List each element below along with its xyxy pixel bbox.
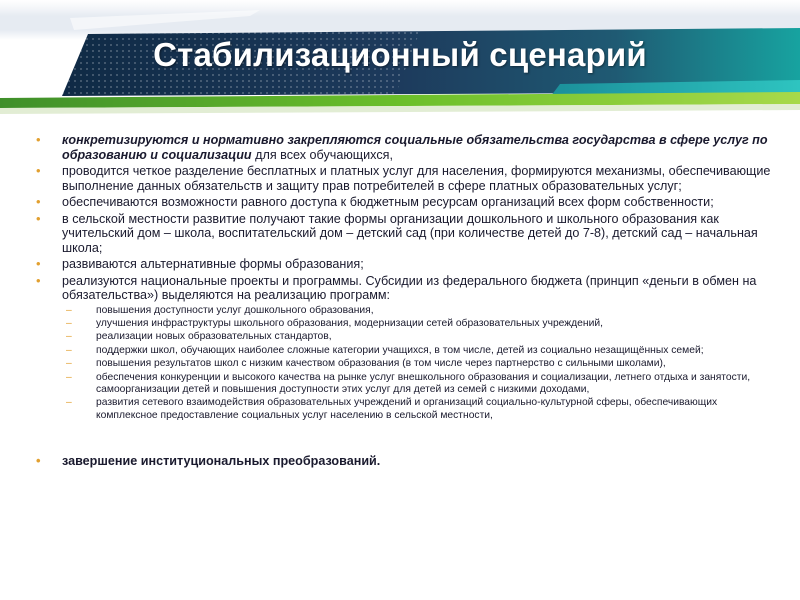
sub-bullet-item: – повышения результатов школ с низким качеством образования (в том числе через партнерство с сильными школами), xyxy=(34,358,780,370)
bullet-text: для всех обучающихся, xyxy=(251,147,393,162)
title-banner xyxy=(0,0,800,118)
bullet-emphasis: конкретизируются и нормативно закрепляются социальные обязательства государства в сфере услуг по образованию и социализации xyxy=(62,133,768,162)
sub-bullet-item: – реализации новых образовательных стандартов, xyxy=(34,331,780,343)
banner-light-streak xyxy=(70,10,260,30)
spacer xyxy=(34,423,780,454)
bullet-text: реализуются национальные проекты и программы. Субсидии из федерального бюджета (принцип «деньги в обмен на обязательства») выделяются на реализацию программ: xyxy=(62,273,757,302)
bullet-item xyxy=(34,257,780,272)
slide-title: Стабилизационный сценарий xyxy=(153,36,647,73)
bullet-text: обеспечиваются возможности равного доступа к бюджетным ресурсам организаций всех форм собственности; xyxy=(62,195,714,209)
bullet-item xyxy=(34,212,780,256)
bullet-text: в сельской местности развитие получают такие формы организации дошкольного и школьного образования как учительский дом – школа, воспитательский дом – детский сад (при количестве детей до 7-8), детский сад – начальная школа; xyxy=(62,211,758,255)
bullet-item xyxy=(34,133,780,162)
final-bullet-item: • завершение институциональных преобразований. xyxy=(34,454,780,469)
bullet-text: проводится четкое разделение бесплатных и платных услуг для населения, формируются механизмы, обеспечивающие выполнение данных обязательств и защиту прав потребителей в сфере платных образовательных услуг; xyxy=(62,164,771,193)
bullet-item xyxy=(34,274,780,303)
bullet-item xyxy=(34,195,780,210)
content-list xyxy=(34,133,780,471)
sub-bullet-item: – поддержки школ, обучающих наиболее сложные категории учащихся, в том числе, детей из социально незащищённых семей; xyxy=(34,345,780,357)
sub-bullet-item: – развития сетевого взаимодействия образовательных учреждений и организаций социально-культурной сферы, обеспечивающих комплексное предоставление социальных услуг населению в сельской местности, xyxy=(34,397,780,422)
sub-bullet-item: – повышения доступности услуг дошкольного образования, xyxy=(34,305,780,317)
sub-bullet-item: – обеспечения конкуренции и высокого качества на рынке услуг внешкольного образования и социализации, летнего отдыха и занятости, самоорганизации детей и повышения доступности этих услуг для детей из семей с низкими доходами, xyxy=(34,372,780,397)
sub-bullet-item: – улучшения инфраструктуры школьного образования, модернизации сетей образовательных учреждений, xyxy=(34,318,780,330)
bullet-item xyxy=(34,164,780,193)
bullet-text: развиваются альтернативные формы образования; xyxy=(62,257,364,271)
